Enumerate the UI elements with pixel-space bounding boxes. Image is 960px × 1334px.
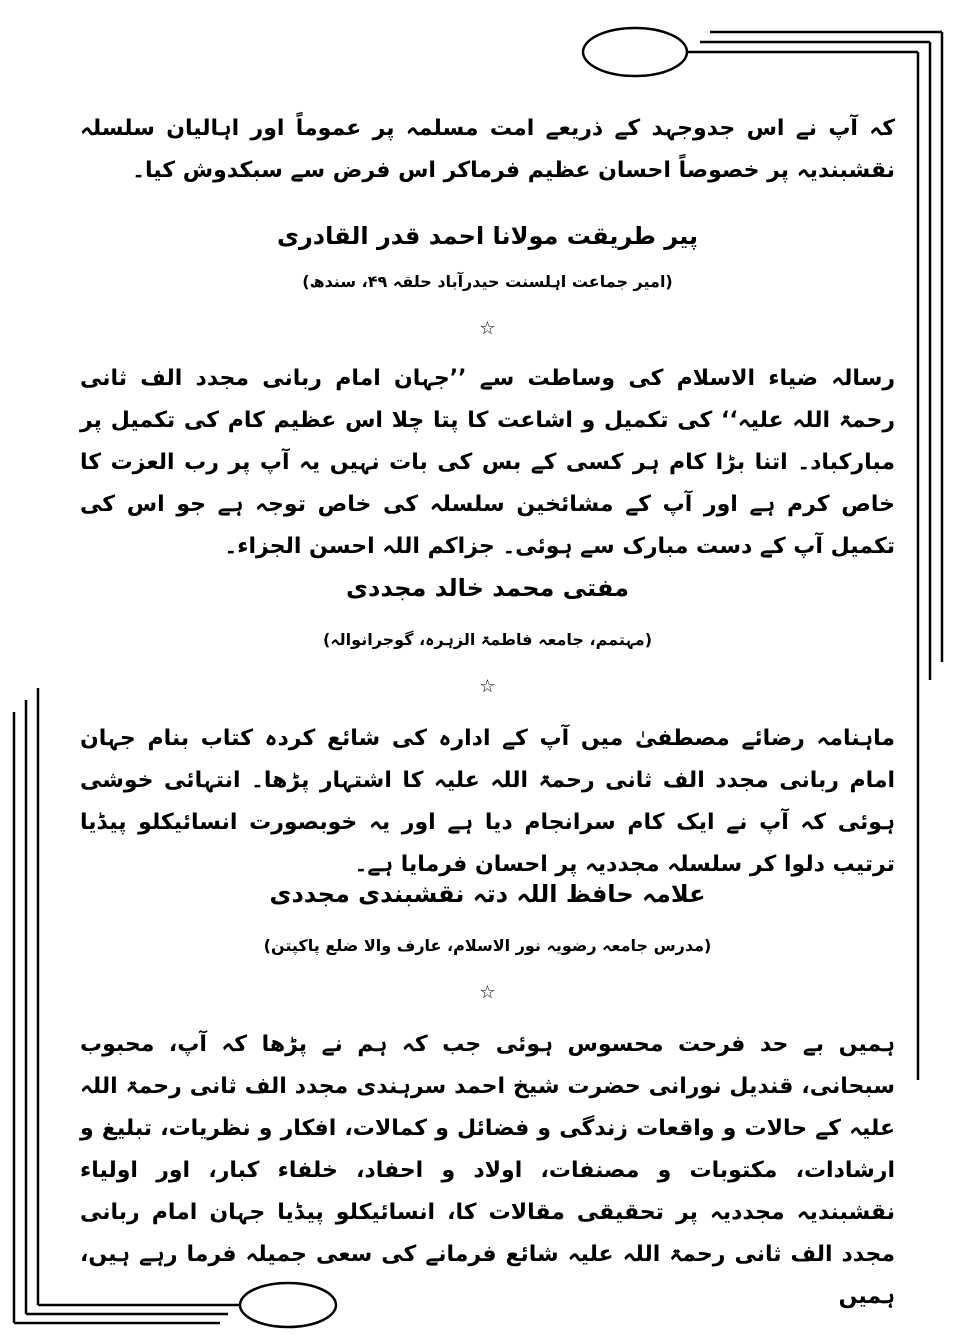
testimonial-paragraph-3: ماہنامہ رضائے مصطفیٰ میں آپ کے ادارہ کی شائع کردہ کتاب بنام جہان امام ربانی مجدد الف ثانی رحمۃ اللہ علیہ کا اشتہار پڑھا۔ انتہائی خوشی ہوئی کہ آپ نے ایک کام سرانجام دیا ہے اور یہ خوبصورت انسائیکلو پیڈیا ترتیب دلوا کر سلسلہ مجددیہ پر احسان فرمایا ہے۔ [80, 726, 895, 877]
star-divider-icon: ☆ [479, 982, 496, 1003]
author-name-1: پیر طریقت مولانا احمد قدر القادری [276, 222, 699, 250]
star-divider-icon: ☆ [479, 318, 496, 339]
testimonial-paragraph-2: رسالہ ضیاء الاسلام کی وساطت سے ’’جہان امام ربانی مجدد الف ثانی رحمۃ اللہ علیہ‘‘ کی تکمیل و اشاعت کا پتا چلا اس عظیم کام کی تکمیل پر مبارکباد۔ اتنا بڑا کام ہر کسی کے بس کی بات نہیں یہ آپ پر رب العزت کا خاص کرم ہے اور آپ کے مشائخین سلسلہ کی خاص توجہ ہے جو اس کی تکمیل آپ کے دست مبارک سے ہوئی۔ جزاکم اللہ احسن الجزاء۔ [80, 366, 895, 559]
testimonial-paragraph-4: ہمیں بے حد فرحت محسوس ہوئی جب کہ ہم نے پڑھا کہ آپ، محبوب سبحانی، قندیل نورانی حضرت شیخ احمد سرہندی مجدد الف ثانی رحمۃ اللہ علیہ کے حالات و واقعات زندگی و فضائل و کمالات، افکار و نظریات، تبلیغ و ارشادات، مکتوبات و مصنفات، اولاد و احفاد، خلفاء کبار، اور اولیاء نقشبندیہ مجددیہ پر تحقیقی مقالات کا، انسائیکلو پیڈیا جہان امام ربانی مجدد الف ثانی رحمۃ اللہ علیہ شائع فرمانے کی سعی جمیلہ فرما رہے ہیں، ہمیں [80, 1032, 895, 1309]
star-divider-icon: ☆ [479, 676, 496, 697]
author-title-1: (امیر جماعت اہلسنت حیدرآباد حلقہ ۴۹، سندھ) [302, 272, 673, 291]
author-name-2: مفتی محمد خالد مجددی [346, 574, 629, 602]
top-ornament-oval [583, 28, 687, 76]
author-title-3: (مدرس جامعہ رضویہ نور الاسلام، عارف والا ضلع پاکپتن) [263, 936, 712, 955]
author-name-3: علامہ حافظ اللہ دتہ نقشبندی مجددی [269, 880, 706, 908]
testimonial-paragraph-1: کہ آپ نے اس جدوجہد کے ذریعے امت مسلمہ پر عموماً اور اہالیان سلسلہ نقشبندیہ پر خصوصاً احسان عظیم فرماکر اس فرض سے سبکدوش کیا۔ [80, 116, 895, 183]
author-title-2: (مہتمم، جامعہ فاطمۃ الزہرہ، گوجرانوالہ) [322, 630, 652, 649]
